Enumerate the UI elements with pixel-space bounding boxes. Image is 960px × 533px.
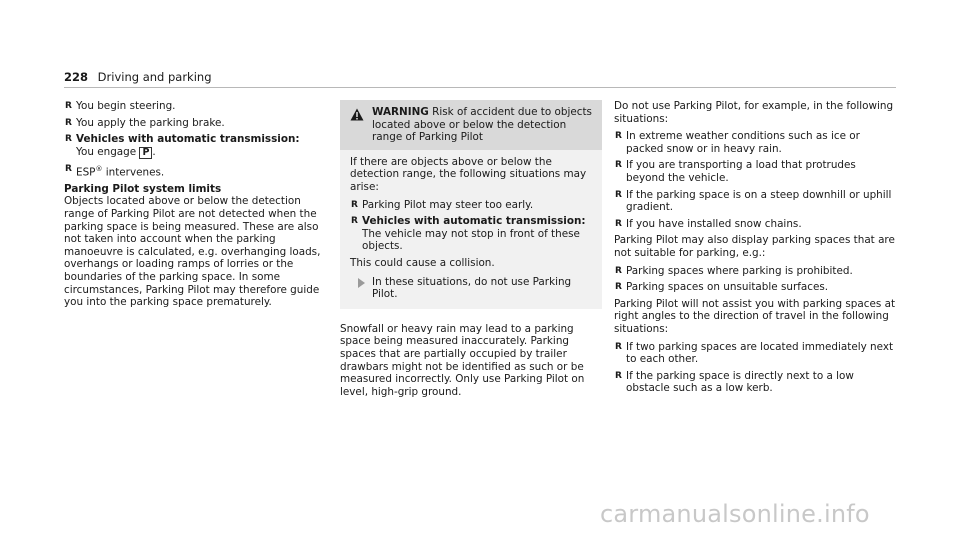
list-item: R You begin steering. <box>65 100 176 112</box>
list-item: R Vehicles with automatic transmission: You engage P . <box>65 133 300 158</box>
watermark: carmanualsonline.info <box>600 500 870 528</box>
bullet-icon: R <box>351 216 358 227</box>
right-angle-list <box>614 341 896 395</box>
list-item: R If two parking spaces are located immediately next to each other. <box>615 340 894 366</box>
list-item: R If you are transporting a load that protrudes beyond the vehicle. <box>615 159 856 184</box>
page-header <box>64 70 212 84</box>
warning-body <box>340 150 602 309</box>
conditions-list <box>64 100 326 179</box>
list-item: R If the parking space is directly next to a low obstacle such as a low kerb. <box>615 369 854 395</box>
action-step: In these situations, do not use Parking Pilot. <box>350 276 592 301</box>
list-item: R Parking Pilot may steer too early. <box>351 198 534 211</box>
unsuitable-intro: Parking Pilot may also display parking spaces that are not suitable for parking, e.g.: <box>614 234 895 259</box>
situations-list <box>614 130 896 230</box>
park-gear-icon: P <box>139 147 152 159</box>
bullet-icon: R <box>615 282 622 293</box>
list-item: R If you have installed snow chains. <box>615 217 802 230</box>
section-heading: Parking Pilot system limits <box>64 182 222 195</box>
section-title: Driving and parking <box>97 70 212 84</box>
list-item: R You apply the parking brake. <box>65 116 225 129</box>
list-item: R Parking spaces where parking is prohibited. <box>615 264 853 277</box>
list-item: R If the parking space is on a steep downhill or uphill gradient. <box>615 188 892 214</box>
list-item: R Vehicles with automatic transmission: The vehicle may not stop in front of these objects. <box>351 215 586 253</box>
column-2 <box>340 100 604 403</box>
bullet-icon: R <box>615 218 622 229</box>
list-item: R Parking spaces on unsuitable surfaces. <box>615 281 829 294</box>
warning-header <box>340 100 602 150</box>
column-3 <box>614 100 896 399</box>
warning-intro: If there are objects above or below the detection range, the following situations may arise: <box>350 155 587 193</box>
bullet-icon: R <box>65 163 72 174</box>
right-angle-intro: Parking Pilot will not assist you with parking spaces at right angles to the direction of travel in the following situations: <box>614 297 896 335</box>
page-number: 228 <box>64 70 89 84</box>
header-divider <box>64 87 896 88</box>
warning-triangle-icon <box>350 108 364 121</box>
bullet-icon: R <box>615 341 622 352</box>
bullet-icon: R <box>65 101 72 111</box>
warning-list <box>350 199 592 253</box>
bullet-icon: R <box>65 117 72 128</box>
limits-paragraph: Objects located above or below the detection range of Parking Pilot are not detected when the parking space is being measured. These are also not taken into account when the parking manoeuvre is calculated, e.g. overhanging loads, overhangs or loading ramps of lorries or the boundaries of the parking space. In some circumstances, Parking Pilot may therefore guide you into the parking space prematurely. <box>64 195 321 309</box>
bullet-icon: R <box>615 265 622 276</box>
warning-label: WARNING <box>372 106 429 118</box>
bullet-icon: R <box>615 189 622 200</box>
list-item: R ESP® intervenes. <box>65 163 165 179</box>
situations-intro: Do not use Parking Pilot, for example, in the following situations: <box>614 100 894 125</box>
warning-title: Risk of accident due to objects located above or below the detection range of Parking Pilot <box>372 106 592 144</box>
warning-box <box>340 100 602 309</box>
bullet-icon: R <box>615 160 622 171</box>
snowfall-paragraph: Snowfall or heavy rain may lead to a parking space being measured inaccurately. Parking spaces that are partially occupied by trailer drawbars might not be identified as such or be measured incorrectly. Only use Parking Pilot on level, high-grip ground. <box>340 322 585 398</box>
bullet-icon: R <box>615 370 622 381</box>
collision-text: This could cause a collision. <box>350 256 495 269</box>
list-item: R In extreme weather conditions such as ice or packed snow or in heavy rain. <box>615 130 860 155</box>
bullet-icon: R <box>615 131 622 142</box>
column-1 <box>64 100 326 314</box>
bullet-icon: R <box>65 134 72 145</box>
unsuitable-list <box>614 265 896 294</box>
action-arrow-icon <box>358 278 365 288</box>
bullet-icon: R <box>351 199 358 210</box>
